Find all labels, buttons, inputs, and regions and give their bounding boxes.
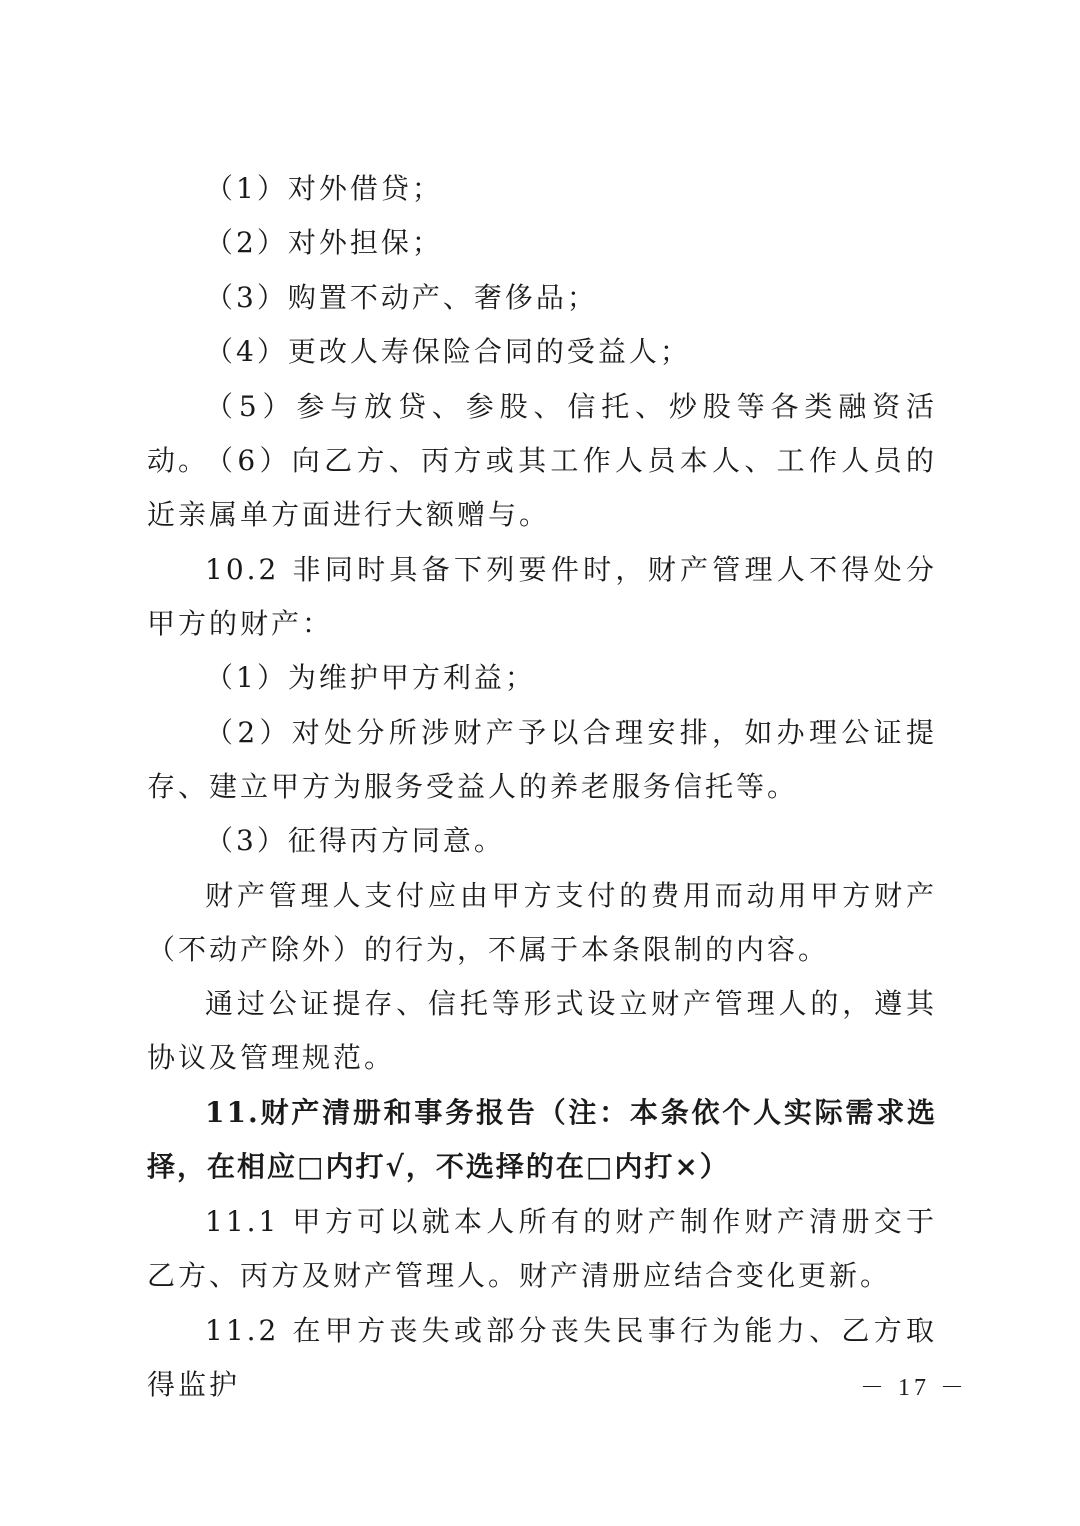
list-item-6: （6）向乙方、丙方或其工作人员本人、工作人员的近亲属单方面进行大额赠与。 bbox=[147, 444, 937, 531]
list-item-4: （4）更改人寿保险合同的受益人； bbox=[205, 335, 691, 368]
list-item-3: （3）购置不动产、奢侈品； bbox=[205, 281, 598, 314]
clause-10-2: 10.2 非同时具备下列要件时，财产管理人不得处分甲方的财产： bbox=[147, 553, 937, 640]
page-number: － 17 － bbox=[860, 1375, 968, 1401]
section-11-heading: 11.财产清册和事务报告（注：本条依个人实际需求选择，在相应□内打√，不选择的在□内打×） bbox=[147, 1096, 937, 1183]
condition-item-2: （2）对处分所涉财产予以合理安排，如办理公证提存、建立甲方为服务受益人的养老服务信托等。 bbox=[147, 716, 937, 803]
condition-item-3: （3）征得丙方同意。 bbox=[205, 824, 505, 857]
list-item-2: （2）对外担保； bbox=[205, 226, 443, 259]
expense-paragraph: 财产管理人支付应由甲方支付的费用而动用甲方财产（不动产除外）的行为，不属于本条限制的内容。 bbox=[147, 879, 937, 966]
condition-item-1: （1）为维护甲方利益； bbox=[205, 661, 536, 694]
clause-11-1: 11.1 甲方可以就本人所有的财产制作财产清册交于乙方、丙方及财产管理人。财产清册应结合变化更新。 bbox=[147, 1205, 937, 1292]
list-item-1: （1）对外借贷； bbox=[205, 172, 443, 205]
clause-11-2: 11.2 在甲方丧失或部分丧失民事行为能力、乙方取得监护 bbox=[147, 1314, 937, 1401]
list-item-5: （5）参与放贷、参股、信托、炒股等各类融资活动。 bbox=[147, 390, 937, 477]
notarization-paragraph: 通过公证提存、信托等形式设立财产管理人的，遵其协议及管理规范。 bbox=[147, 987, 937, 1074]
